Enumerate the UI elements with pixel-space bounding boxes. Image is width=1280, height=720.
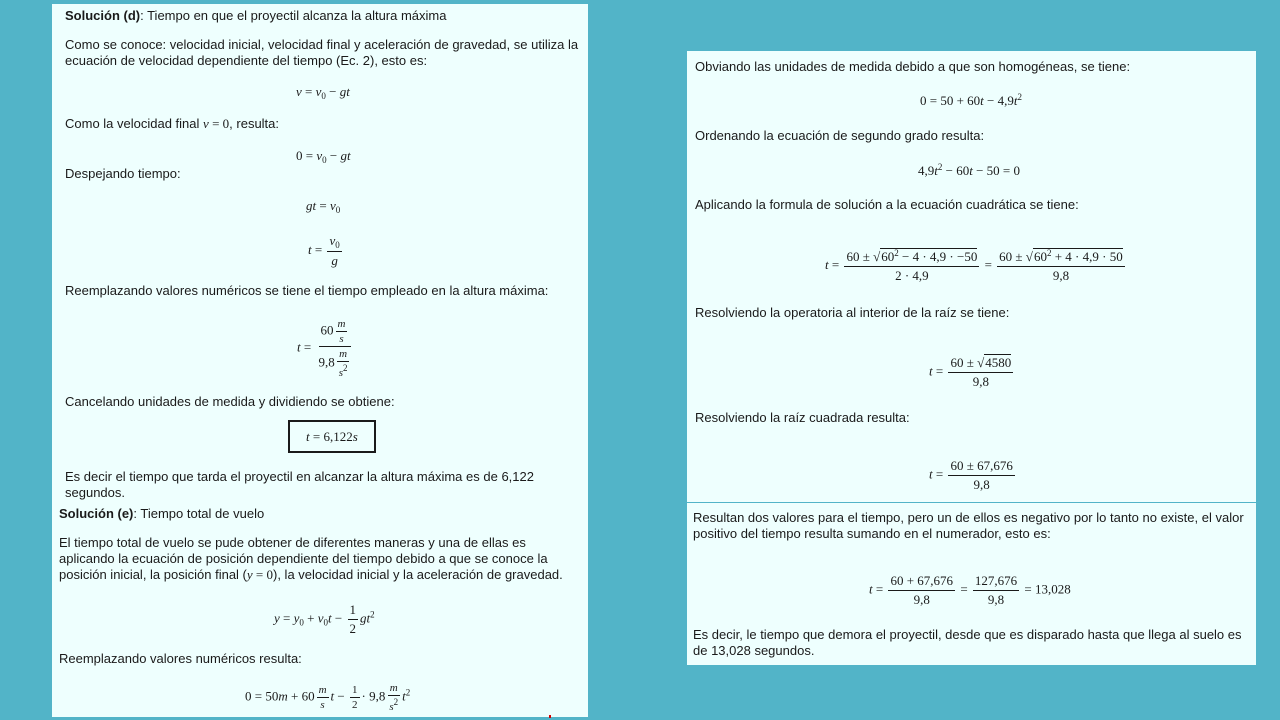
equation-quadratic-raw: $0 = 50 + 60t - 4,9t^2$	[920, 92, 1023, 108]
paragraph-cancel-units: Cancelando unidades de medida y dividiendo se obtiene:	[65, 394, 395, 409]
paragraph-homogeneous-units: Obviando las unidades de medida debido a que son homogéneas, se tiene:	[695, 59, 1131, 74]
paragraph-numeric-position: Reemplazando valores numéricos resulta:	[59, 651, 302, 666]
paragraph-order-equation: Ordenando la ecuación de segundo grado resulta:	[695, 128, 985, 143]
final-velocity-text: Como la velocidad final	[65, 116, 200, 131]
equation-t-numeric: t = 60 $\frac{m}{s}$ 9,8 $\frac{m}{s^2}$	[297, 318, 356, 379]
paragraph-solve-time: Despejando tiempo:	[65, 166, 181, 181]
result-t-max-box: t = 6,122s	[288, 429, 376, 445]
value-root: 4580	[985, 355, 1012, 370]
equation-position: $y = y_0 + v_0t$ − $\frac{1}{2}$ $gt^2$	[274, 602, 375, 636]
paragraph-conclusion-d: Es decir el tiempo que tarda el proyectil en alcanzar la altura máxima es de 6,122 segundos.	[65, 469, 534, 500]
value-g: 9,8	[318, 354, 335, 370]
paragraph-solve-square-root: Resolviendo la raíz cuadrada resulta:	[695, 410, 910, 425]
equation-t-v0-over-g: t = $\frac{v_0}{g}$	[308, 233, 340, 268]
paragraph-two-values: Resultan dos valores para el tiempo, pero un de ellos es negativo por lo tanto no existe, el valor positivo del tiempo resulta sumando en el numerador, esto es:	[693, 510, 1244, 541]
paragraph-conclusion-e: Es decir, le tiempo que demora el proyectil, desde que es disparado hasta que llega al suelo es de 13,028 segundos.	[693, 627, 1242, 658]
final-position-inline: y = 0	[246, 567, 273, 582]
equation-position-numeric: 0 = 50m + 60 $\frac{m}{s}$ t − $\frac{1}{2}$ · 9,8 $\frac{m}{s^2}$ $t^2$	[245, 682, 411, 713]
equation-root-4580: t = $\frac{60 \pm √4580}{9,8}$	[929, 355, 1012, 389]
paragraph-total-time-intro	[59, 535, 584, 583]
paragraph-final-velocity	[65, 116, 575, 132]
result-t-total: 13,028	[1035, 581, 1071, 597]
solution-e-title: : Tiempo total de vuelo	[133, 506, 265, 521]
equation-velocity: $v = v_0$ − gt	[296, 84, 350, 101]
total-time-text: El tiempo total de vuelo se pude obtener de diferentes maneras y una de ellas es aplicando la ecuación de posición dependiente del tiempo debido a que se conoce la posición inicial, la posición final (	[59, 535, 548, 582]
final-velocity-result: , resulta:	[229, 116, 280, 131]
solution-e-heading	[59, 506, 579, 522]
equation-gt-v0: gt = $v_0$	[306, 198, 341, 215]
final-velocity-inline: v = 0	[203, 116, 230, 131]
paragraph-solve-root-interior: Resolviendo la operatoria al interior de la raíz se tiene:	[695, 305, 1010, 320]
solution-d-title: : Tiempo en que el proyectil alcanza la altura máxima	[140, 8, 447, 23]
solution-e-label: Solución (e)	[59, 506, 134, 521]
equation-root-result: t = $\frac{60 \pm 67,676}{9,8}$	[929, 458, 1013, 492]
red-mark	[549, 715, 551, 718]
paragraph-quadratic-formula: Aplicando la formula de solución a la ecuación cuadrática se tiene:	[695, 197, 1079, 212]
solution-d-label: Solución (d)	[65, 8, 141, 23]
total-time-text-end: ), la velocidad inicial y la aceleración de gravedad.	[273, 567, 563, 582]
value-root-result: 67,676	[977, 458, 1013, 473]
value-sum: 127,676	[973, 573, 1019, 591]
equation-zero-velocity: $0 = v_0$ − gt	[296, 148, 351, 165]
paragraph-velocity-intro: Como se conoce: velocidad inicial, velocidad final y aceleración de gravedad, se utiliza la ecuación de velocidad dependiente del tiempo (Ec. 2), esto es:	[65, 37, 579, 68]
result-t-max: 6,122	[323, 429, 353, 444]
paragraph-numeric-values: Reemplazando valores numéricos se tiene el tiempo empleado en la altura máxima:	[65, 283, 549, 298]
value-60: 60	[320, 322, 334, 338]
equation-total-time: t = $\frac{60 + 67,676}{9,8}$ = $\frac{127,676}{9,8}$ = 13,028	[869, 573, 1071, 607]
equation-quadratic-ordered: $4,9t^2 - 60t - 50 = 0$	[918, 162, 1021, 178]
equation-quadratic-formula: t = $\frac{60 \pm √60^2 - 4 \cdot 4,9 \cdot -50}{2 \cdot 4,9}$ = $\frac{60 \pm √60^2 + 4 \cdot 4,9 \cdot 50}{9,8}$	[825, 248, 1123, 283]
solution-d-heading	[65, 8, 575, 24]
